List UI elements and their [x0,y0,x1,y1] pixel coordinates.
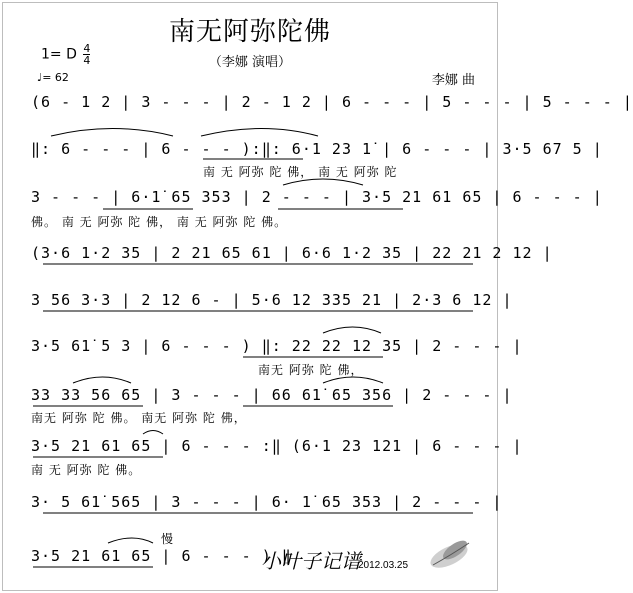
notation-row: 3·5 61̇ 5 3 | 6 - - - ) ‖: 22 22 12 35 | 2 - - - | [31,337,523,355]
time-top: 4 [83,42,91,55]
key-text: 1= D [41,46,77,63]
tempo-slow-marking: 慢 [161,532,174,546]
slur-mark [51,129,173,137]
transcriber-signature: 小叶子记谱 [261,549,361,573]
score-page [2,2,633,591]
leaf-logo-icon [427,537,471,573]
decorations [3,3,633,590]
slur-mark [108,538,153,543]
lyrics-row: 南无 阿弥 陀 佛， [258,363,364,377]
slur-mark [143,431,163,435]
notation-row: 3·5 21 61 65 | 6 - - - ) ‖ [31,547,292,565]
notation-row: (3·6 1·2 35 | 2 21 65 61 | 6·6 1·2 35 | 22 21 2 12 | [31,244,553,262]
slur-mark [201,129,318,137]
notation-row: 3· 5 61̇ 565 | 3 - - - | 6· 1̇ 65 353 | 2 - - - | [31,493,503,511]
lyrics-row: 南 无 阿弥 陀 佛。 [31,463,142,477]
notation-row: 3·5 21 61 65 | 6 - - - :‖ (6·1 23 121 | 6 - - - | [31,437,523,455]
lyrics-row: 佛。 南 无 阿弥 陀 佛， 南 无 阿弥 陀 佛。 [31,215,288,229]
song-title: 南无阿弥陀佛 [168,17,331,47]
slur-mark [323,327,381,333]
performer-subtitle: （李娜 演唱） [208,55,292,70]
notation-row: 33 33 56 65 | 3 - - - | 66 61̇ 65 356 | 2 - - - | [31,386,513,404]
composer-credit: 李娜 曲 [431,73,475,88]
slur-mark [323,377,383,383]
slur-mark [283,179,363,185]
tempo-marking: ♩= 62 [37,71,69,84]
notation-row: (6 - 1 2 | 3 - - - | 2 - 1 2 | 6 - - - | 5 - - - | 5 - - - | [31,93,633,111]
notation-row: ‖: 6 - - - | 6 - - - ):‖: 6·1 23 1̇ | 6 - - - | 3·5 67 5 | [31,140,603,158]
slur-mark [73,377,131,383]
signature-date: 2012.03.25 [358,560,409,571]
notation-row: 3 - - - | 6·1̇ 65 353 | 2 - - - | 3·5 21 61 65 | 6 - - - | [31,188,603,206]
lyrics-row: 南无 阿弥 陀 佛。 南无 阿弥 陀 佛， [31,411,247,425]
notation-row: 3 56 3·3 | 2 12 6 - | 5·6 12 335 21 | 2·3 6 12 | [31,291,513,309]
lyrics-row: 南 无 阿弥 陀 佛， 南 无 阿弥 陀 [203,165,398,179]
time-bottom: 4 [83,54,91,67]
